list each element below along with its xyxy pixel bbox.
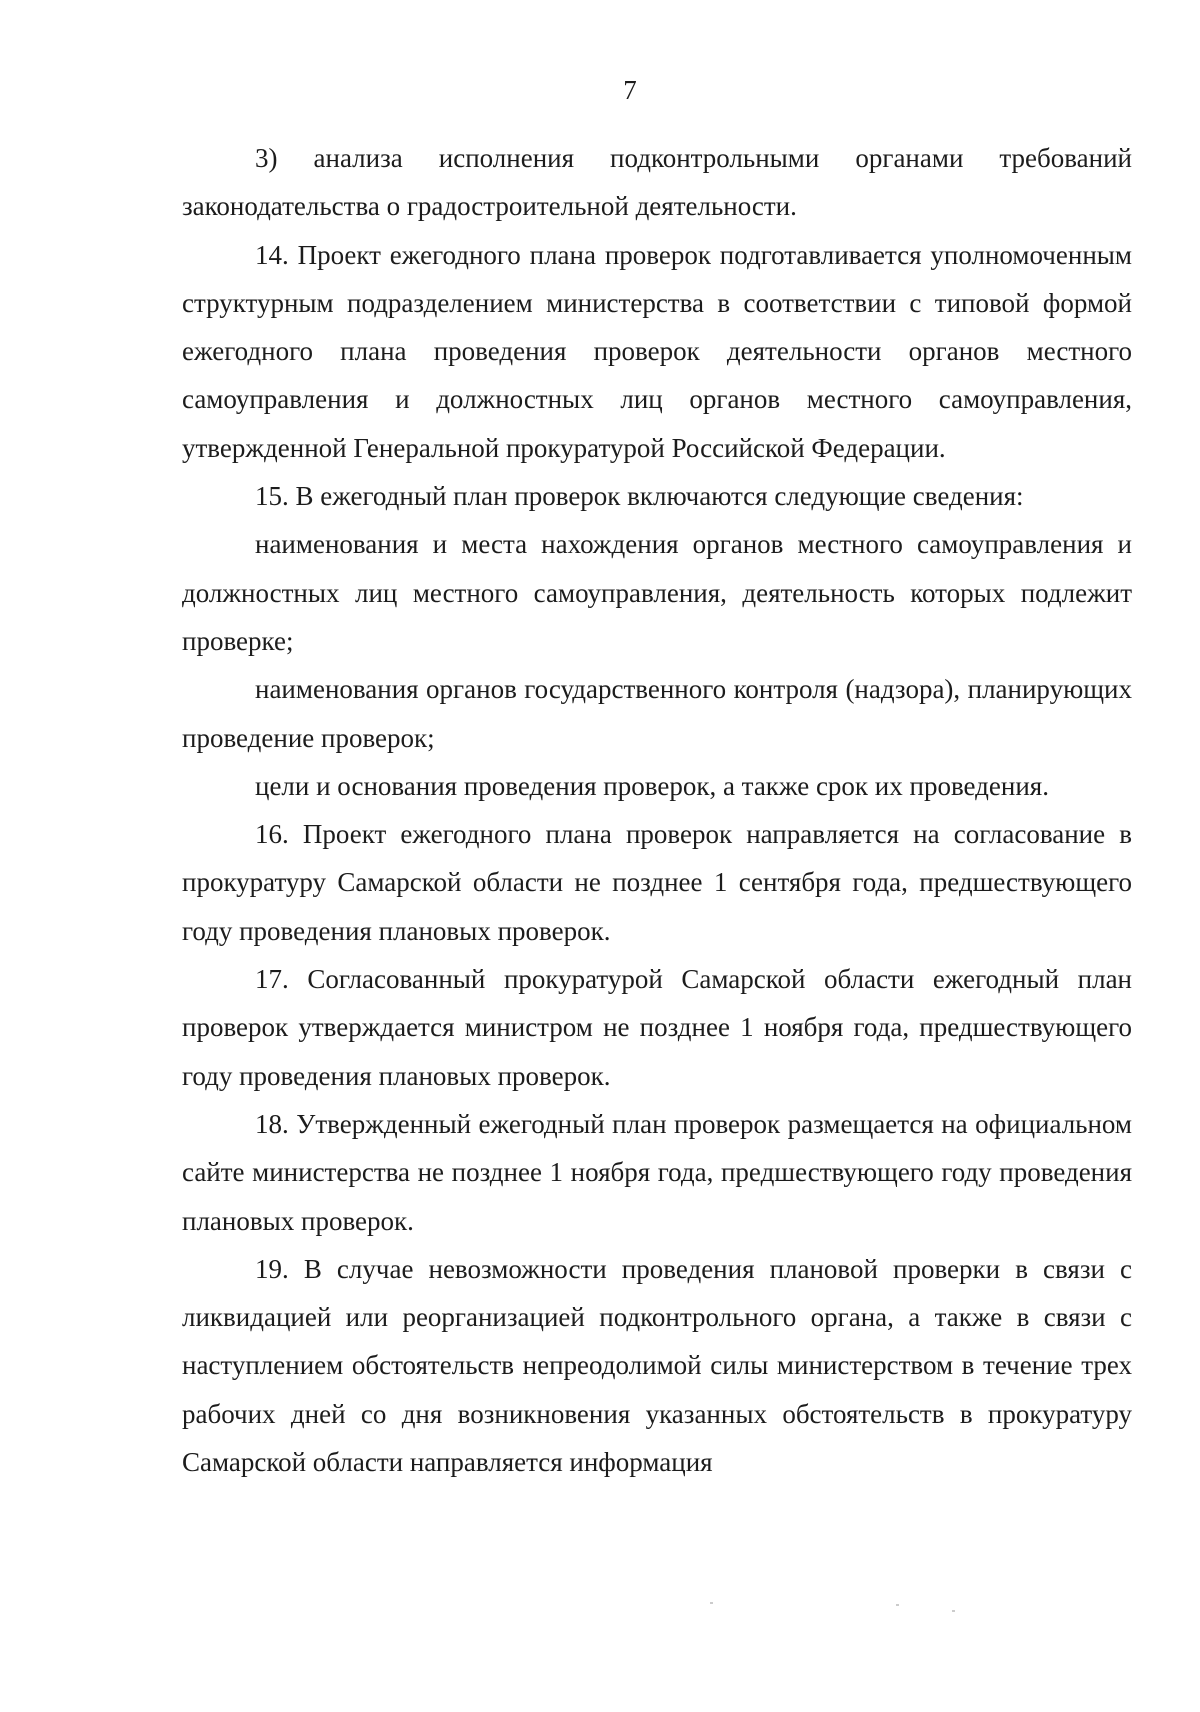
scan-artifact-dot [896,1604,899,1606]
paragraph-18: 18. Утвержденный ежегодный план проверок размещается на официальном сайте министерства не позднее 1 ноября года, предшествующего году проведения плановых проверок. [182,1108,1132,1236]
paragraph-14: 14. Проект ежегодного плана проверок подготавливается уполномоченным структурным подразделением министерства в соответствии с типовой формой ежегодного плана проведения проверок деятельности органов местного самоуправления и должностных лиц органов местного самоуправления, утвержденной Генеральной прокуратурой Российской Федерации. [182,239,1132,463]
paragraph-15: 15. В ежегодный план проверок включаются следующие сведения: [255,481,1024,512]
paragraph-16: 16. Проект ежегодного плана проверок направляется на согласование в прокуратуру Самарской области не позднее 1 сентября года, предшествующего году проведения плановых проверок. [182,819,1132,946]
paragraph-19: 19. В случае невозможности проведения плановой проверки в связи с ликвидацией или реорганизацией подконтрольного органа, а также в связи с наступлением обстоятельств непреодолимой силы министерством в течение трех рабочих дней со дня возникновения указанных обстоятельств в прокуратуру Самарской области направляется информация [182,1253,1132,1478]
paragraph-17: 17. Согласованный прокуратурой Самарской области ежегодный план проверок утверждается министром не позднее 1 ноября года, предшествующего году проведения плановых проверок. [182,964,1132,1091]
paragraph-15-item-names-locations: наименования и места нахождения органов местного самоуправления и должностных лиц местного самоуправления, деятельность которых подлежит проверке; [182,529,1132,656]
paragraph-item-3: 3) анализа исполнения подконтрольными органами требований законодательства о градостроительной деятельности. [182,143,1132,222]
scan-artifact-dot [710,1602,713,1604]
document-body [182,134,1132,1486]
paragraph-15-item-goals: цели и основания проведения проверок, а также срок их проведения. [255,770,1049,801]
scan-artifact-dot [952,1610,955,1612]
page-number: 7 [623,75,637,105]
paragraph-15-item-control-bodies: наименования органов государственного контроля (надзора), планирующих проведение проверок; [182,674,1132,753]
